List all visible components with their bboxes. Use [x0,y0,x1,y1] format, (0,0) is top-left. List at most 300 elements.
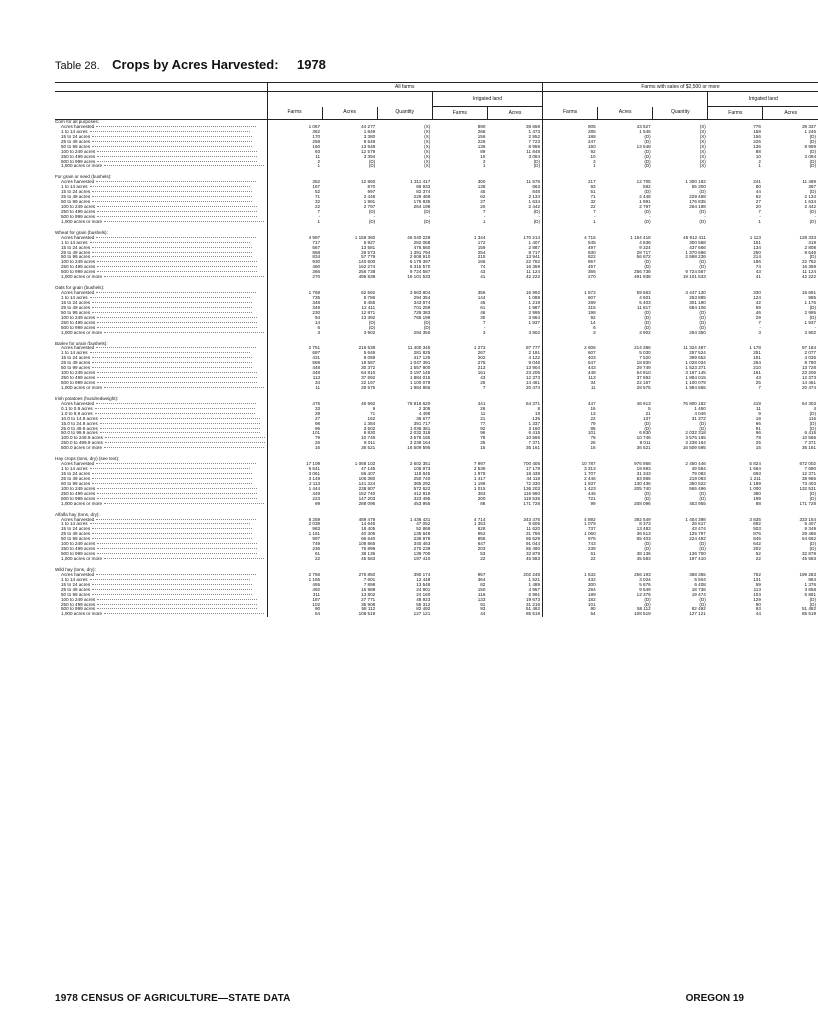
cell-value: 210 [753,365,761,371]
cell-value: 11 124 [802,269,817,275]
cell-value: 390 174 [413,571,431,577]
cell-value: 952 [477,531,486,537]
cell-value: 10 [480,153,486,159]
cell-value: 2 797 [363,204,376,209]
cell-value: 13 548 [636,143,651,149]
cell-value: 12 411 [361,304,376,310]
cell-value: 1 546 [639,128,651,134]
cell-value: 38 136 [361,551,376,557]
row-label-text: 1 to 14 acres [61,295,88,300]
cell-value: 119 535 [523,495,541,501]
cell-value: 289 [543,301,598,306]
cell-value: 197 410 [413,556,431,561]
cell-value: 315 [543,306,598,311]
cell-value: 136 [477,143,486,149]
cell-value: 15 [480,445,486,451]
cell-value: 230 [267,311,322,316]
cell-value: 448 [543,371,598,376]
cell-value: 229 468 [689,194,706,200]
cell-value: 5 786 [363,295,376,300]
cell-value: 11 [756,405,761,411]
cell-value: 187 [267,598,322,603]
cell-value: 14 646 [361,521,376,527]
cell-value: 62 [755,194,761,200]
cell-value: 3 238 164 [409,440,431,446]
cell-value: 749 [267,542,322,547]
cell-value: (D) [368,319,376,325]
cell-value: (D) [644,259,651,265]
cell-value: 368 355 [689,571,706,577]
cell-value: 267 [477,350,486,356]
cell-value: 1 849 [363,128,376,134]
cell-value: 1 [543,220,598,225]
cell-value: 22 [267,205,322,210]
cell-value: 16 509 595 [407,445,431,451]
cell-value: 53 [480,551,486,557]
cell-value: 264 [753,360,761,366]
cell-value: 1 337 [528,420,541,426]
cell-value: 64 810 [636,370,651,376]
cell-value: 1 937 [528,319,541,325]
cell-value: 1 664 [749,466,761,472]
cell-value: 930 [267,260,322,265]
row-label-text: 100 to 249 acres [61,485,96,491]
cell-value: (D) [809,425,817,431]
leader-dots [92,141,252,142]
leader-dots [104,221,264,222]
cell-value: 19 587 [361,360,376,366]
cell-value: 113 [267,376,322,381]
row-label-text: 25.0 to 49.9 acres [61,425,98,431]
cell-value: 7 [758,208,761,214]
cell-value: 4 046 [694,410,706,416]
cell-value: (D) [644,163,651,169]
row-label-text: 500 to 999 acres [61,380,96,385]
cell-value: (D) [699,264,706,270]
cell-value: 2 608 910 [409,254,431,260]
cell-value: 46 [480,309,486,315]
cell-value: 45 583 [636,556,651,561]
cell-value: 20 [755,204,761,209]
cell-value: 236 [267,547,322,552]
cell-value: 13 728 [801,365,817,371]
cell-value: 890 [477,123,486,129]
cell-value: 38 965 [801,475,817,481]
cell-value: 56 407 [361,471,376,476]
row-label-text: 50 to 99 acres [61,365,91,371]
col-quantity: Quantity [377,107,432,120]
cell-value: 437 666 [689,244,706,250]
cell-value: 66 933 [416,184,431,190]
cell-value: (D) [644,153,651,159]
cell-value: 4 035 [804,355,817,361]
cell-value: 42 [755,299,761,305]
row-label-text: 50 to 99 acres [61,254,91,260]
cell-value: 28 717 [636,249,651,255]
cell-value: - [538,213,541,219]
cell-value: 71 [370,410,376,416]
cell-value: (D) [699,309,706,315]
cell-value: 7 [758,319,761,325]
cell-value: 51 482 [525,606,541,612]
cell-value: 13 904 [525,365,541,371]
leader-dots [92,256,252,257]
cell-value: 7 [543,210,598,215]
cell-value: 161 [477,370,486,376]
cell-value: 101 [543,603,598,608]
cell-value: (X) [699,133,706,139]
cell-value: (X) [424,143,431,149]
cell-value: 1 028 034 [685,360,706,366]
cell-value: 29 749 [636,365,651,371]
cell-value: 1 165 [267,578,322,583]
row-label-text: 100 to 249 acres [61,596,96,602]
cell-value: (D) [644,314,651,320]
leader-dots [90,131,250,132]
leader-dots [104,447,264,448]
cell-value: 46 040 229 [407,234,431,240]
cell-value: 448 [267,366,322,371]
cell-value: 6 [267,326,322,331]
cell-value: 72 330 [525,480,541,486]
cell-value: 64 371 [525,400,541,406]
cell-value: 256 193 [634,571,651,577]
cell-value: 257 524 [689,350,706,356]
cell-value: 2 756 [267,573,322,578]
cell-value: 62 592 [361,290,376,296]
group-title: Oats for grain (bushels): [55,285,105,291]
row-label-text: 1 to 14 acres [61,521,88,527]
cell-value: 270 239 [413,546,431,552]
row-label-text: 500 to 999 acres [61,324,96,330]
table-title: Crops by Acres Harvested: [112,57,279,72]
cell-value: 22 [755,556,761,561]
cell-value: 71 [267,195,322,200]
cell-value: 8 780 [804,360,817,366]
row-label-text: 1,000 acres or more [61,163,103,169]
cell-value: 491 938 [634,274,651,280]
cell-value: 59 563 [636,290,651,296]
cell-value: 23 206 [525,370,541,376]
cell-value: 1 884 015 [685,375,706,381]
leader-dots [100,418,260,419]
cell-value: 545 [543,241,598,246]
cell-value: 3 084 [528,153,541,159]
cell-value: 29 486 [801,531,817,537]
cell-value: 16 992 [525,290,541,296]
cell-value: 2 [543,160,598,165]
cell-value: 455 [267,583,322,588]
cell-value: 13 802 [361,591,376,597]
row-label-text: 250 to 499 acres [61,153,96,159]
cell-value: 61 [480,304,486,310]
cell-value: 3 902 [363,329,376,335]
cell-value: 61 [543,552,598,557]
cell-value: (D) [809,148,817,154]
leader-dots [97,261,257,262]
cell-value: 697 [267,351,322,356]
cell-value: 90 [543,607,598,612]
cell-value: 2 448 [639,194,651,200]
cell-value: 6 541 [267,467,322,472]
leader-dots [97,498,257,499]
cell-value: 199 283 [799,571,817,577]
row-label-text: 50 to 99 acres [61,591,91,597]
cell-value: 21 [480,415,486,421]
cell-value: (D) [809,495,817,501]
cell-value: 13 [543,412,598,417]
cell-value: 89 [480,148,486,154]
row-label-text: 100 to 249 acres [61,259,96,265]
cell-value: (X) [424,158,431,164]
cell-value: 90 [267,607,322,612]
cell-value: 51 [543,190,598,195]
cell-value: 61 [267,552,322,557]
cell-value: (D) [368,218,376,224]
cell-value: 10 566 [801,435,817,441]
cell-value: 830 [543,251,598,256]
leader-dots [97,488,257,489]
cell-value: 431 [267,356,322,361]
cell-value: 1 384 [363,420,376,426]
cell-value: 2 [267,160,322,165]
cell-value: 42 222 [525,274,541,280]
cell-value: 150 [477,586,486,592]
row-label [55,446,267,451]
cell-value: 285 [543,130,598,135]
cell-value: 1 015 [473,485,486,491]
cell-value: (D) [368,163,376,169]
cell-value: 5 927 [363,239,376,245]
cell-value: 1 370 696 [685,249,706,255]
cell-value: 9 [758,410,761,416]
leader-dots [97,322,257,323]
leader-dots [92,252,252,253]
cell-value: 14 461 [801,380,817,385]
cell-value: (D) [699,420,706,426]
cell-value: 3 902 [804,329,817,335]
leader-dots [92,191,252,192]
cell-value: 6 991 [528,591,541,597]
leader-dots [92,196,252,197]
table-row [55,612,818,617]
cell-value: 238 807 [358,485,376,491]
cell-value: 12 371 [801,471,817,476]
cell-value: 10 [755,153,761,159]
cell-value: 34 [543,381,598,386]
cell-value: 144 [477,295,486,300]
cell-value: 4 498 [418,410,431,416]
row-label-text: 15 to 24 acres [61,471,91,476]
cell-value: 5 646 [363,350,376,356]
cell-value: 3 447 130 [685,290,706,296]
leader-dots [92,589,252,590]
cell-value: 22 167 [361,380,376,385]
cell-value: (D) [809,420,817,426]
cell-value: 1 189 [749,480,761,486]
cell-value: 642 [753,541,761,547]
cell-value: (D) [809,254,817,260]
row-label-text: Acres harvested [61,234,95,240]
cell-value: 3 563 804 [409,290,431,296]
cell-value: 3 394 [363,153,376,159]
cell-value: (X) [424,123,431,129]
cell-value: 365 292 [413,480,431,486]
cell-value: (D) [809,546,817,552]
cell-value: 3 864 [528,314,541,320]
leader-dots [90,523,250,524]
row-label-text: 1,000 acres or more [61,218,103,224]
leader-dots [92,473,252,474]
cell-value: (D) [809,596,817,602]
cell-value: 45 [480,299,486,305]
cell-value: 35 908 [361,601,376,607]
row-label-text: 25 to 49 acres [61,475,91,481]
cell-value: 14 461 [525,380,541,385]
cell-value: 3 [758,329,761,335]
cell-value: 569 [267,361,322,366]
cell-value: 3 084 [804,153,817,159]
cell-value: 2 191 [528,350,541,356]
cell-value: 134 [753,244,761,250]
cell-value: 250 740 [413,475,431,481]
cell-value: 752 [753,571,761,577]
cell-value: (X) [424,133,431,139]
col-group-sales-2500: Farms with sales of $2,500 or more [543,83,818,92]
cell-value: 684 106 [689,304,706,310]
cell-value: 735 [267,296,322,301]
leader-dots [90,297,250,298]
cell-value: 200 [477,495,486,501]
cell-value: 11 817 [637,304,651,310]
row-label-text: 500 to 999 acres [61,551,96,557]
cell-value: 95 [543,427,598,432]
footer-page-number: OREGON 19 [685,993,744,1004]
cell-value: 7 520 [639,355,651,361]
leader-dots [105,437,265,438]
group-title: Corn for all purposes: [55,119,99,124]
cell-value: 1 000 [749,485,761,491]
cell-value: 547 [543,361,598,366]
cell-value: (D) [809,138,817,144]
cell-value: 77 [480,420,486,426]
cell-value: 1 532 [543,573,598,578]
row-label [55,164,267,169]
cell-value: 129 [753,596,761,602]
cell-value: 2 [482,158,486,164]
cell-value: 6 830 [639,430,651,436]
cell-value: 2 077 [804,350,817,356]
cell-value: 46 992 [361,400,376,406]
row-label-text: 100.0 to 249.9 acres [61,435,103,441]
cell-value: 5 824 [749,461,761,467]
cell-value: 13 941 [525,254,541,260]
cell-value: 44 277 [361,123,376,129]
cell-value: 29 573 [361,249,376,255]
cell-value: 82 374 [416,189,431,195]
cell-value: 495 938 [358,274,376,280]
row-label [55,557,267,562]
cell-value: 58 112 [637,606,651,612]
cell-value: 188 [543,135,598,140]
cell-value: 25 [480,440,486,446]
cell-value: 31 216 [525,601,541,607]
cell-value: 11 620 [526,526,541,532]
row-label-text: 500.0 acres or more [61,445,103,451]
leader-dots [104,165,264,166]
cell-value: 8 011 [639,440,651,446]
cell-value: 672 002 [799,461,817,467]
leader-dots [96,126,256,127]
cell-value: 202 248 [523,571,541,577]
cell-value: 1 211 [749,475,761,481]
leader-dots [104,276,264,277]
cell-value: 743 [543,542,598,547]
cell-value: 340 463 [413,541,431,547]
cell-value: 45 583 [801,556,817,561]
cell-value: 12 373 [525,375,541,381]
cell-value: 8 717 [528,249,541,255]
cell-value: 31 372 [691,415,706,421]
cell-value: 65 403 [636,536,651,542]
cell-value: 1 521 [528,576,541,582]
row-label-text: 1 to 14 acres [61,576,88,582]
row-label [55,220,267,225]
cell-value: 4 636 [639,239,651,245]
cell-value: 1 417 [473,475,486,481]
cell-value: (D) [699,189,706,195]
leader-dots [92,362,252,363]
row-label-text: 250 to 499 acres [61,208,96,214]
cell-value: 3 576 165 [409,435,431,441]
cell-value: 36 521 [361,445,376,451]
cell-value: 59 [755,581,761,587]
group-title: Hay crops (tons, dry) (see text): [55,456,120,462]
cell-value: 136 203 [523,485,541,491]
row-label-text: 1 to 14 acres [61,128,88,134]
cell-value: 160 [267,145,322,150]
row-label-text: Acres harvested [61,179,95,185]
leader-dots [96,574,256,575]
cell-value: 441 [477,400,486,406]
cell-value: 253 885 [689,295,706,300]
cell-value: 138 [477,184,486,190]
row-label-text: 100 to 249 acres [61,370,96,376]
cell-value: 270 [543,275,598,280]
cell-value: 71 [543,195,598,200]
cell-value: 11 124 [526,269,541,275]
cell-value: 20 474 [801,384,817,390]
footer-census-title: 1978 CENSUS OF AGRICULTURE—STATE DATA [55,993,291,1004]
cell-value: (D) [699,259,706,265]
leader-dots [92,528,252,529]
cell-value: (D) [809,163,817,169]
cell-value: 858 [477,536,486,542]
cell-value: 3 576 165 [685,435,706,441]
cell-value: 1 978 [473,471,486,476]
cell-value: 159 [477,244,486,250]
row-label-text: 1.0 to 9.9 acres [61,410,93,416]
leader-dots [97,377,257,378]
cell-value: 7 [482,319,486,325]
row-label-text: 250.0 to 499.9 acres [61,440,103,446]
cell-value: (D) [368,158,376,164]
row-label-text: 1,000 acres or more [61,274,103,280]
cell-value: (X) [699,148,706,154]
cell-value: 44 [755,611,761,617]
cell-value: 29 617 [691,521,706,527]
cell-value: 1 198 [473,480,486,486]
